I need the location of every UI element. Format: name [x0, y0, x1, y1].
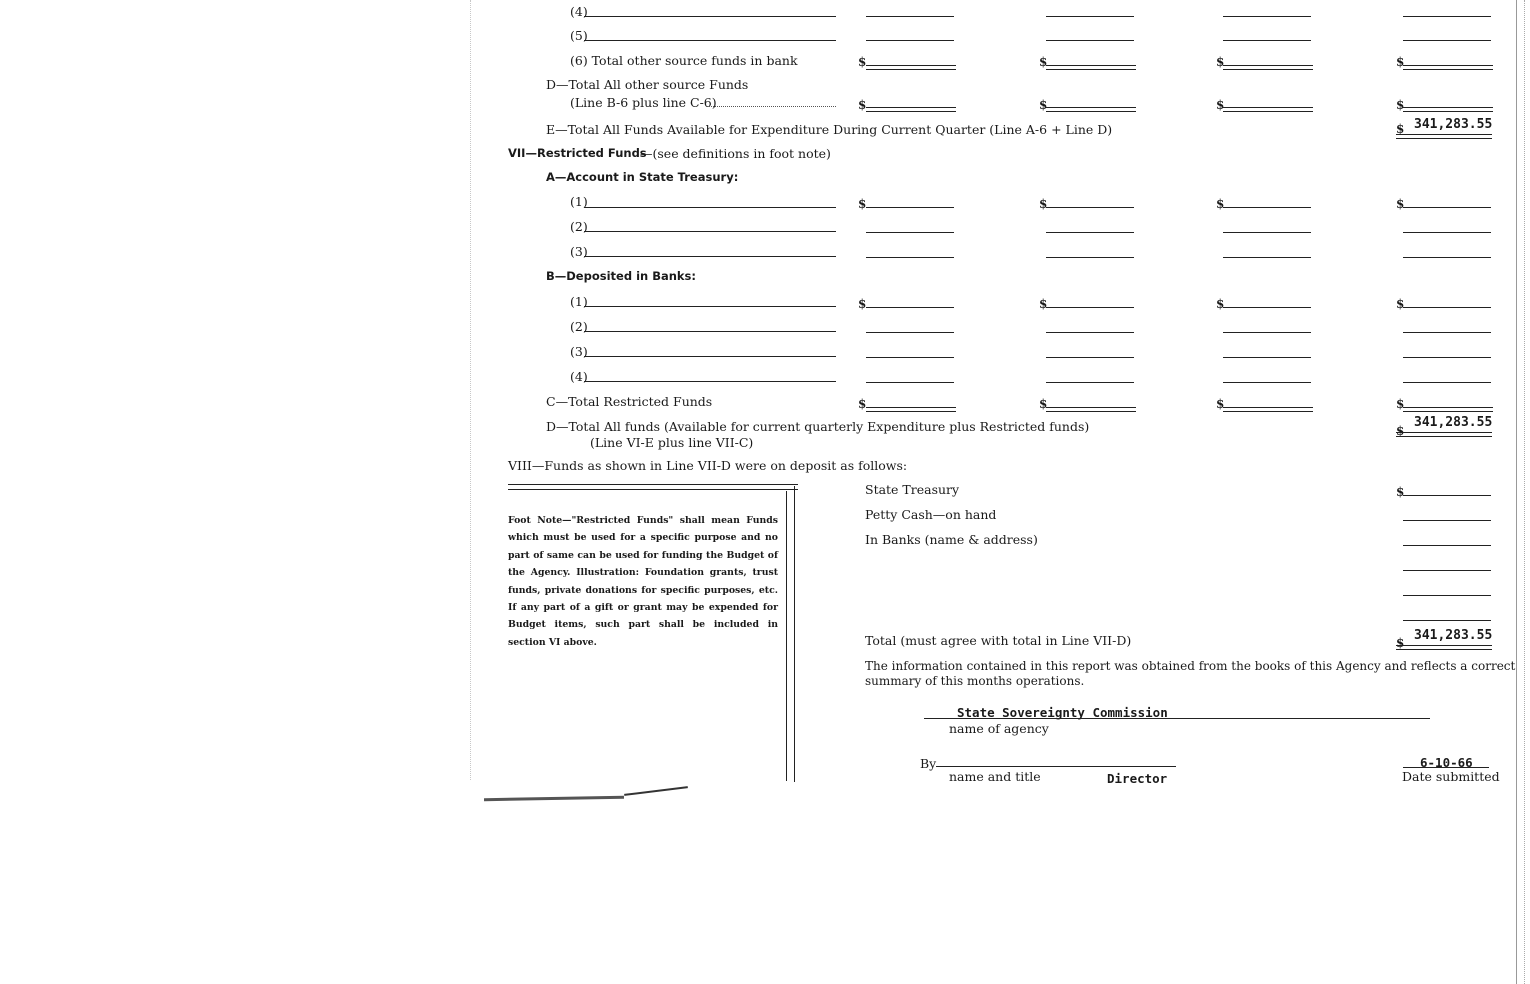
agency-name-line	[924, 718, 1430, 719]
total-line	[1223, 65, 1313, 70]
blank-line	[1403, 545, 1491, 546]
page-edge-shadow	[1524, 0, 1525, 984]
page-edge	[1516, 0, 1517, 984]
line-vi-d-label: D—Total All other source Funds	[546, 77, 749, 92]
desc-line	[584, 381, 836, 382]
footnote-text: shall mean Funds which must be used for a specific purpose and no part of same can be used for funding the Budget of the Agency. Illustration: Foundation grants, trust funds, private donations for specific purposes, etc. If any part of a gift or grant may be expended for Budget items, such part shall be included in section VI above.	[508, 515, 778, 648]
footnote-frame-right	[786, 491, 787, 781]
in-banks-label: In Banks (name & address)	[865, 532, 1038, 547]
blank-line	[1046, 332, 1134, 333]
viii-total-value: 341,283.55	[1414, 628, 1493, 643]
dollar-sign: $	[1039, 397, 1048, 411]
certification-text-2: summary of this months operations.	[865, 674, 1085, 688]
dollar-sign: $	[1216, 98, 1225, 112]
blank-line	[866, 257, 954, 258]
blank-line	[866, 382, 954, 383]
row-vii-b3-label: (3)	[570, 344, 588, 359]
dollar-sign: $	[1396, 636, 1405, 650]
scan-smudge	[484, 796, 624, 801]
blank-line	[1046, 232, 1134, 233]
line-vii-d-label: D—Total All funds (Available for current quarterly Expenditure plus Restricted funds)	[546, 419, 1090, 434]
dollar-sign: $	[1216, 55, 1225, 69]
dollar-sign: $	[858, 397, 867, 411]
desc-line	[584, 231, 836, 232]
blank-line	[1403, 382, 1491, 383]
signature-line	[936, 766, 1176, 767]
footnote-box	[508, 512, 778, 651]
by-label: By	[920, 756, 937, 771]
blank-line	[866, 40, 954, 41]
blank-line	[1403, 232, 1491, 233]
footnote-frame-top	[508, 484, 798, 490]
page-fold-line	[470, 0, 471, 780]
desc-line	[584, 207, 836, 208]
blank-line	[1223, 382, 1311, 383]
total-line	[1396, 432, 1492, 437]
section-vii-title: VII—Restricted Funds	[508, 146, 647, 160]
state-treasury-label: State Treasury	[865, 482, 960, 497]
row-vii-b2-label: (2)	[570, 319, 588, 334]
dollar-sign: $	[1039, 297, 1048, 311]
blank-line	[866, 232, 954, 233]
blank-line	[866, 307, 954, 308]
blank-line	[866, 16, 954, 17]
viii-total-label: Total (must agree with total in Line VII-D)	[865, 633, 1132, 648]
dollar-sign: $	[1396, 424, 1405, 438]
total-line	[1403, 407, 1493, 412]
blank-line	[1403, 40, 1491, 41]
petty-cash-label: Petty Cash—on hand	[865, 507, 997, 522]
dollar-sign: $	[1396, 98, 1405, 112]
footnote-lead: Foot Note—"Restricted Funds"	[508, 515, 674, 526]
footnote-frame-right-outer	[794, 486, 795, 782]
dollar-sign: $	[1396, 55, 1405, 69]
agency-name-value: State Sovereignty Commission	[957, 705, 1168, 720]
blank-line	[1046, 40, 1134, 41]
blank-line	[866, 357, 954, 358]
blank-line	[1223, 232, 1311, 233]
line-vii-d-sub: (Line VI-E plus line VII-C)	[590, 435, 754, 450]
blank-line	[1403, 595, 1491, 596]
blank-line	[1403, 570, 1491, 571]
dotted-leader	[706, 106, 836, 107]
dollar-sign: $	[1039, 55, 1048, 69]
total-line	[1396, 645, 1492, 650]
agency-name-label: name of agency	[949, 721, 1049, 736]
blank-line	[1223, 357, 1311, 358]
row-vii-b1-label: (1)	[570, 294, 588, 309]
row-vii-a1-label: (1)	[570, 194, 588, 209]
blank-line	[1046, 307, 1134, 308]
desc-line	[584, 331, 836, 332]
blank-line	[1046, 382, 1134, 383]
section-viii-title: VIII—Funds as shown in Line VII-D were on deposit as follows:	[508, 458, 908, 473]
blank-line	[1403, 207, 1491, 208]
total-line	[1396, 134, 1492, 139]
dollar-sign: $	[1039, 98, 1048, 112]
blank-line	[1046, 207, 1134, 208]
blank-line	[1403, 332, 1491, 333]
dollar-sign: $	[858, 98, 867, 112]
blank-line	[1403, 16, 1491, 17]
date-submitted-label: Date submitted	[1402, 769, 1500, 784]
dollar-sign: $	[858, 197, 867, 211]
dollar-sign: $	[1396, 122, 1405, 136]
blank-line	[1223, 307, 1311, 308]
scan-smudge	[624, 786, 688, 796]
line-vi-e-label: E—Total All Funds Available for Expenditure During Current Quarter (Line A-6 + Line D)	[546, 122, 1113, 137]
date-line	[1403, 767, 1489, 768]
row-vi-c6-label: (6) Total other source funds in bank	[570, 53, 798, 68]
total-line	[1223, 107, 1313, 112]
total-line	[1046, 107, 1136, 112]
dollar-sign: $	[1216, 397, 1225, 411]
blank-line	[1403, 307, 1491, 308]
blank-line	[866, 207, 954, 208]
total-line	[1403, 65, 1493, 70]
section-vii-note: —(see definitions in foot note)	[640, 146, 831, 161]
row-vi-c4-desc-line	[584, 16, 836, 17]
blank-line	[866, 332, 954, 333]
dollar-sign: $	[1216, 197, 1225, 211]
blank-line	[1223, 332, 1311, 333]
blank-line	[1046, 16, 1134, 17]
blank-line	[1046, 357, 1134, 358]
dollar-sign: $	[1039, 197, 1048, 211]
blank-line	[1403, 257, 1491, 258]
total-line	[1403, 107, 1493, 112]
desc-line	[584, 306, 836, 307]
total-line	[866, 65, 956, 70]
line-vii-c-label: C—Total Restricted Funds	[546, 394, 713, 409]
certification-text: The information contained in this report was obtained from the books of this Agency and reflects a correct	[865, 659, 1516, 673]
desc-line	[584, 256, 836, 257]
dollar-sign: $	[1216, 297, 1225, 311]
line-vi-d-sub: (Line B-6 plus line C-6)	[570, 95, 717, 110]
dollar-sign: $	[1396, 485, 1405, 499]
blank-line	[1046, 257, 1134, 258]
line-vii-d-value: 341,283.55	[1414, 415, 1493, 430]
blank-line	[1223, 207, 1311, 208]
row-vi-c5-desc-line	[584, 40, 836, 41]
blank-line	[1223, 16, 1311, 17]
total-line	[1046, 407, 1136, 412]
blank-line	[1403, 520, 1491, 521]
row-vi-c5-label: (5)	[570, 28, 588, 43]
total-line	[866, 407, 956, 412]
line-vii-b-label: B—Deposited in Banks:	[546, 269, 696, 283]
dollar-sign: $	[858, 55, 867, 69]
line-vii-a-label: A—Account in State Treasury:	[546, 170, 739, 184]
dollar-sign: $	[1396, 197, 1405, 211]
blank-line	[1223, 257, 1311, 258]
total-line	[866, 107, 956, 112]
blank-line	[1403, 357, 1491, 358]
row-vii-b4-label: (4)	[570, 369, 588, 384]
blank-line	[1223, 40, 1311, 41]
row-vii-a2-label: (2)	[570, 219, 588, 234]
total-line	[1223, 407, 1313, 412]
dollar-sign: $	[1396, 397, 1405, 411]
name-title-label: name and title	[949, 769, 1041, 784]
line-vi-e-value: 341,283.55	[1414, 117, 1493, 132]
dollar-sign: $	[858, 297, 867, 311]
desc-line	[584, 356, 836, 357]
blank-line	[1403, 495, 1491, 496]
row-vii-a3-label: (3)	[570, 244, 588, 259]
row-vi-c4-label: (4)	[570, 4, 588, 19]
date-submitted-value: 6-10-66	[1420, 755, 1473, 770]
blank-line	[1403, 620, 1491, 621]
dollar-sign: $	[1396, 297, 1405, 311]
total-line	[1046, 65, 1136, 70]
title-value: Director	[1107, 771, 1168, 786]
